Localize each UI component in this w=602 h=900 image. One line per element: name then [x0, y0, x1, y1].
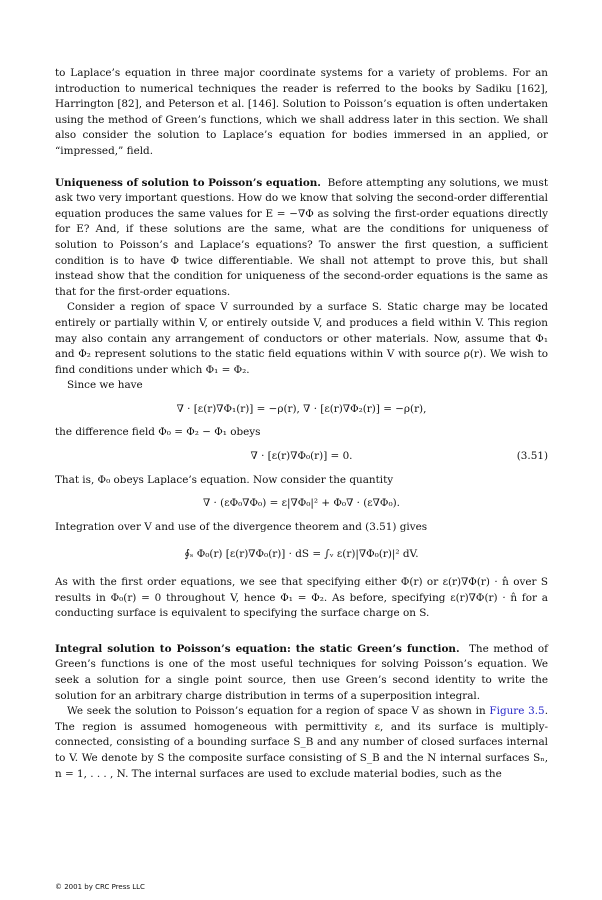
equation-3-51	[55, 449, 548, 465]
equation-number: (3.51)	[516, 450, 548, 463]
paragraph-solution-start: We seek the solution to Poisson’s equation for a region of space V as shown in	[67, 705, 486, 718]
equation-3-51-body: ∇ · [ε(r)∇Φ₀(r)] = 0.	[250, 450, 353, 463]
paragraph-first-order: As with the first order equations, we see that specifying either Φ(r) or ε(r)∇Φ(r) · n̂ over S results in Φ₀(r) = 0 throughout V, hence Φ₁ = Φ₂. As before, specifying ε(r)∇Φ(r) · n̂ for a conducting surface is equivalent to specifying the surface charge on S.	[55, 576, 548, 620]
section-heading-greens: Integral solution to Poisson’s equation: the static Green’s function.	[55, 642, 460, 655]
paragraph-uniqueness-text: Before attempting any solutions, we must ask two very important questions. How do we know that solving the second-order differential equation produces the same values for E = −∇Φ as solving the first-order equations directly for E? And, if these solutions are the same, what are the conditions for uniqueness of solution to Poisson’s and Laplace’s equations? To answer the first question, a sufficient condition is to have Φ twice differentiable. We shall not attempt to prove this, but shall instead show that the condition for uniqueness of the second-order equations is the same as that for the first-order equations.	[55, 176, 548, 298]
equation-divergence: ∮ₛ Φ₀(r) [ε(r)∇Φ₀(r)] · dS = ∫ᵥ ε(r)|∇Φ₀(r)|² dV.	[184, 548, 419, 561]
paragraph-integration: Integration over V and use of the divergence theorem and (3.51) gives	[55, 520, 428, 533]
paragraph-intro: to Laplace’s equation in three major coordinate systems for a variety of problems. For an introduction to numerical techniques the reader is referred to the books by Sadiku [162], Harrington [82], and Peterson et al. [146]. Solution to Poisson’s equation is often undertaken using the method of Green’s functions, which we shall address later in this section. We shall also consider the solution to Laplace’s equation for bodies immersed in an applied, or “impressed,” field.	[55, 67, 548, 157]
copyright-footer: © 2001 by CRC Press LLC	[55, 883, 145, 891]
section-heading-uniqueness: Uniqueness of solution to Poisson’s equation.	[55, 176, 321, 189]
paragraph-solution-rest: . The region is assumed homogeneous with permittivity ε, and its surface is multiply-connected, consisting of a bounding surface S_B and any number of closed surfaces internal to V. We denote by S the composite surface consisting of S_B and the N internal surfaces Sₙ, n = 1, . . . , N. The internal surfaces are used to exclude material bodies, such as the	[55, 705, 548, 780]
figure-3-5-link[interactable]: Figure 3.5	[489, 705, 545, 718]
paragraph-since: Since we have	[67, 379, 143, 392]
paragraph-greens-text: The method of Green’s functions is one of the most useful techniques for solving Poisson’s equation. We seek a solution for a single point source, then use Green’s second identity to write the solution for an arbitrary charge distribution in terms of a superposition integral.	[55, 642, 548, 702]
equation-quantity: ∇ · (εΦ₀∇Φ₀) = ε|∇Φ₀|² + Φ₀∇ · (ε∇Φ₀).	[203, 497, 400, 510]
paragraph-solution	[55, 704, 548, 782]
paragraph-uniqueness	[55, 176, 548, 301]
equation-poisson-pair: ∇ · [ε(r)∇Φ₁(r)] = −ρ(r), ∇ · [ε(r)∇Φ₂(r)] = −ρ(r),	[176, 402, 427, 415]
paragraph-greens	[55, 642, 548, 704]
paragraph-laplace: That is, Φ₀ obeys Laplace’s equation. Now consider the quantity	[55, 473, 394, 486]
paragraph-difference-field: the difference field Φ₀ = Φ₂ − Φ₁ obeys	[55, 426, 261, 439]
paragraph-region: Consider a region of space V surrounded by a surface S. Static charge may be located entirely or partially within V, or entirely outside V, and produces a field within V. This region may also contain any arrangement of conductors or other materials. Now, assume that Φ₁ and Φ₂ represent solutions to the static field equations within V with source ρ(r). We wish to find conditions under which Φ₁ = Φ₂.	[55, 301, 548, 376]
page-body	[55, 66, 548, 782]
